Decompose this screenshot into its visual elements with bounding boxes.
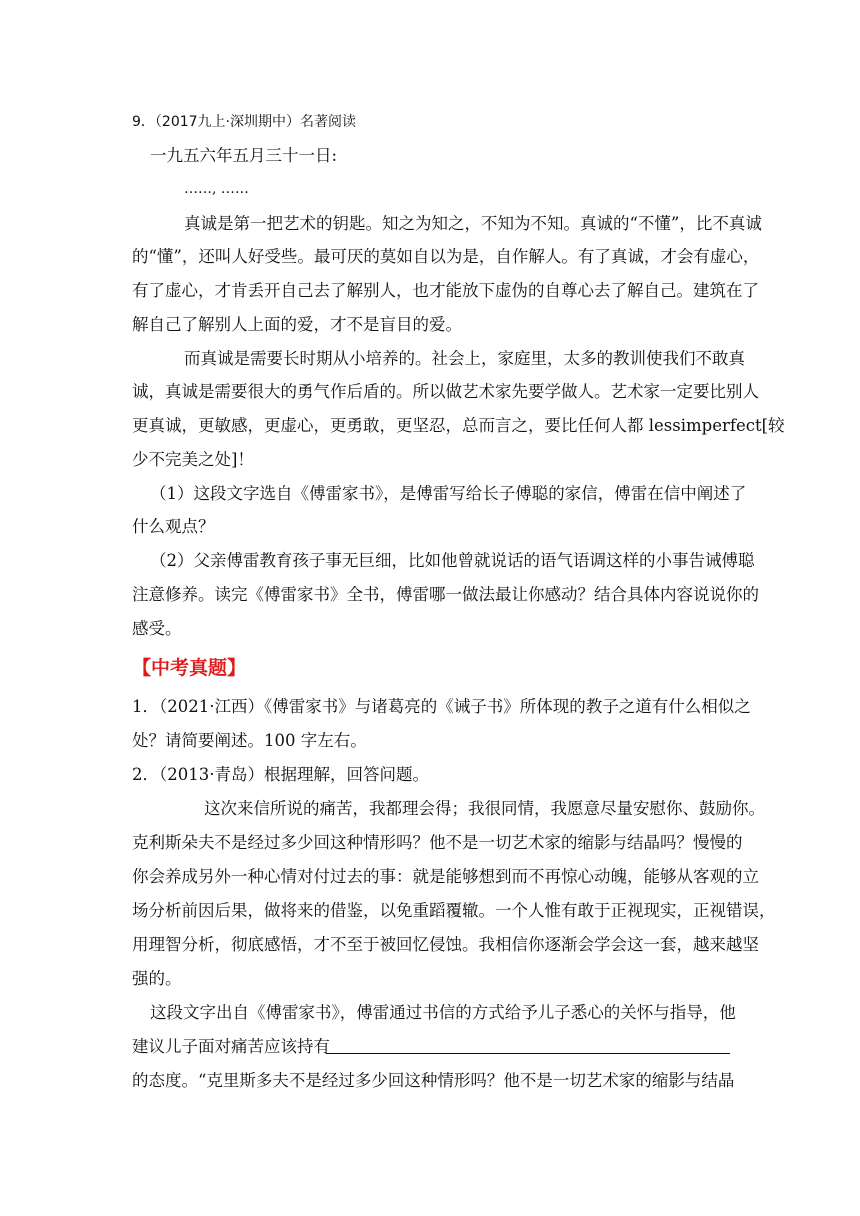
letter-date: 一九五六年五月三十一日: (150, 146, 338, 165)
question-text: 的态度。“克里斯多夫不是经过多少回这种情形吗？他不是一切艺术家的缩影与结晶 (132, 1071, 735, 1090)
sub-question-2-cont: 注意修养。读完《傅雷家书》全书，傅雷哪一做法最让你感动？结合具体内容说说你的 (132, 585, 759, 604)
quote-line: 你会养成另外一种心情对付过去的事：就是能够想到而不再惊心动魄，能够从客观的立 (132, 867, 759, 886)
answer-blank[interactable] (326, 1053, 730, 1054)
quote-line: 强的。 (132, 969, 182, 988)
passage-line: 有了虚心，才肯丢开自己去了解别人，也才能放下虚伪的自尊心去了解自己。建筑在了 (132, 281, 759, 300)
exam-question-1: 1．（2021·江西）《傅雷家书》与诸葛亮的《诫子书》所体现的教子之道有什么相似之 (132, 697, 751, 716)
passage-line: 而真诚是需要长时期从小培养的。社会上，家庭里，太多的教训使我们不敢真 (184, 349, 745, 368)
quote-line: 场分析前因后果，做将来的借鉴，以免重蹈覆辙。一个人惟有敢于正视现实，正视错误， (132, 901, 776, 920)
passage-line: 更真诚，更敏感，更虚心，更勇敢，更坚忍，总而言之，要比任何人都 lessimperfect[较 (132, 416, 785, 435)
sub-question-2: （2）父亲傅雷教育孩子事无巨细，比如他曾就说话的语气语调这样的小事告诫傅聪 (150, 551, 755, 570)
sub-question-1: （1）这段文字选自《傅雷家书》，是傅雷写给长子傅聪的家信，傅雷在信中阐述了 (150, 484, 747, 503)
sub-question-2-cont: 感受。 (132, 619, 182, 638)
exam-question-1-cont: 处？请简要阐述。100 字左右。 (132, 731, 367, 750)
ellipsis: ……, …… (184, 181, 249, 197)
passage-line: 解自己了解别人上面的爱，才不是盲目的爱。 (132, 315, 462, 334)
question-text: 建议儿子面对痛苦应该持有 (132, 1037, 330, 1056)
question-text: 这段文字出自《傅雷家书》，傅雷通过书信的方式给予儿子悉心的关怀与指导，他 (150, 1003, 736, 1022)
passage-line: 的“懂”，还叫人好受些。最可厌的莫如自以为是，自作解人。有了真诚，才会有虚心， (132, 247, 760, 266)
passage-line: 少不完美之处]！ (132, 450, 254, 469)
section-heading: 【中考真题】 (132, 657, 247, 679)
passage-line: 诚，真诚是需要很大的勇气作后盾的。所以做艺术家先要学做人。艺术家一定要比别人 (132, 382, 759, 401)
quote-line: 克利斯朵夫不是经过多少回这种情形吗？他不是一切艺术家的缩影与结晶吗？慢慢的 (132, 833, 743, 852)
exam-question-2-title: 2．（2013·青岛）根据理解，回答问题。 (132, 765, 429, 784)
passage-line: 真诚是第一把艺术的钥匙。知之为知之，不知为不知。真诚的“不懂”，比不真诚 (184, 214, 762, 233)
sub-question-1-cont: 什么观点？ (132, 517, 215, 536)
quote-line: 用理智分析，彻底感悟，才不至于被回忆侵蚀。我相信你逐渐会学会这一套，越来越坚 (132, 935, 759, 954)
question-9-title: 9．（2017九上·深圳期中）名著阅读 (132, 114, 356, 130)
quote-line: 这次来信所说的痛苦，我都理会得；我很同情，我愿意尽量安慰你、鼓励你。 (204, 799, 765, 818)
